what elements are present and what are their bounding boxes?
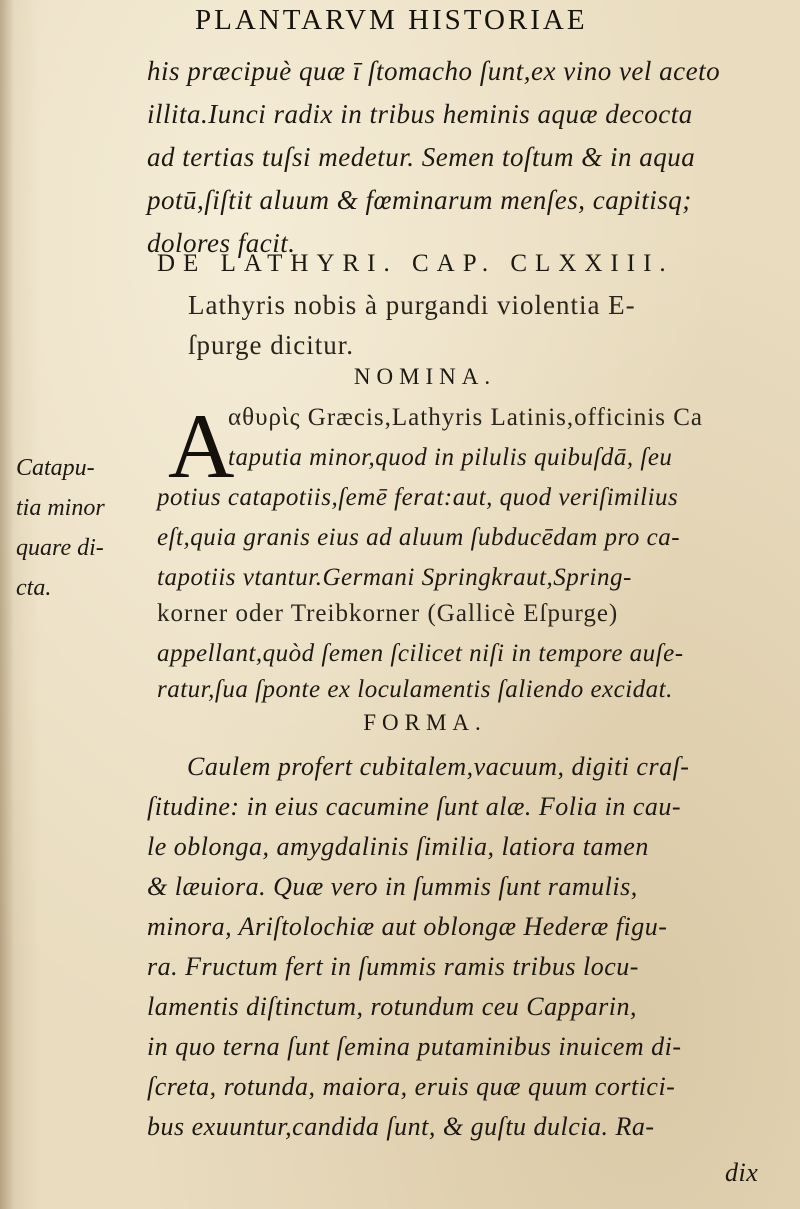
running-head: PLANTARVM HISTORIAE bbox=[195, 4, 588, 36]
chapter-intro-line: ſpurge dicitur. bbox=[188, 330, 354, 360]
marginal-note-line: cta. bbox=[16, 575, 52, 601]
intro-line: dolores facit. bbox=[147, 228, 296, 258]
forma-line: minora, Ariſtolochiæ aut oblongæ Hederæ figu- bbox=[147, 912, 668, 941]
section-heading-nomina: NOMINA. bbox=[353, 364, 497, 389]
chapter-heading: DE LATHYRI. CAP. CLXXIII. bbox=[157, 250, 674, 277]
forma-line: ra. Fructum fert in ſummis ramis tribus locu- bbox=[147, 952, 639, 981]
marginal-note-line: Catapu- bbox=[16, 455, 95, 481]
forma-line: bus exuuntur,candida ſunt, & guſtu dulcia. Ra- bbox=[147, 1112, 655, 1141]
nomina-line: tapotiis vtantur.Germani Springkraut,Spring- bbox=[157, 564, 632, 591]
marginal-note-line: quare di- bbox=[16, 535, 104, 561]
marginal-note-line: tia minor bbox=[16, 495, 105, 521]
forma-line: in quo terna ſunt ſemina putaminibus inuicem di- bbox=[147, 1032, 682, 1061]
intro-line: potū,ſiſtit aluum & fœminarum menſes, capitisq; bbox=[147, 185, 692, 215]
drop-cap: A bbox=[168, 395, 235, 497]
forma-line: & læuiora. Quæ vero in ſummis ſunt ramulis, bbox=[147, 872, 638, 901]
forma-line: ſcreta, rotunda, maiora, eruis quæ quum cortici- bbox=[147, 1072, 676, 1101]
catchword: dix bbox=[725, 1158, 759, 1187]
nomina-line: ratur,ſua ſponte ex loculamentis ſaliendo excidat. bbox=[157, 676, 673, 703]
marginal-note bbox=[16, 448, 156, 608]
nomina-line: taputia minor,quod in pilulis quibuſdā, ſeu bbox=[228, 444, 673, 471]
section-heading-forma: FORMA. bbox=[363, 710, 487, 735]
forma-line: Caulem profert cubitalem,vacuum, digiti craſ- bbox=[187, 752, 690, 781]
forma-line: le oblonga, amygdalinis ſimilia, latiora tamen bbox=[147, 832, 649, 861]
intro-line: ad tertias tuſsi medetur. Semen toſtum & in aqua bbox=[147, 142, 696, 172]
page-gutter-shadow bbox=[0, 0, 14, 1209]
nomina-line: appellant,quòd ſemen ſcilicet niſi in tempore auſe- bbox=[157, 640, 684, 667]
nomina-line: αθυρὶς Græcis,Lathyris Latinis,officinis Ca bbox=[228, 404, 704, 431]
forma-line: lamentis diſtinctum, rotundum ceu Capparin, bbox=[147, 992, 637, 1021]
nomina-line: eſt,quia granis eius ad aluum ſubducēdam pro ca- bbox=[157, 524, 681, 551]
intro-line: his præcipuè quæ ī ſtomacho ſunt,ex vino vel aceto bbox=[147, 56, 721, 86]
nomina-line: potius catapotiis,ſemē ferat:aut, quod veriſimilius bbox=[157, 484, 679, 511]
intro-line: illita.Iunci radix in tribus heminis aquæ decocta bbox=[147, 99, 693, 129]
chapter-intro-line: Lathyris nobis à purgandi violentia E- bbox=[188, 290, 636, 320]
nomina-line: korner oder Treibkorner (Gallicè Eſpurge) bbox=[157, 600, 619, 627]
forma-line: ſitudine: in eius cacumine ſunt alæ. Folia in cau- bbox=[147, 792, 682, 821]
